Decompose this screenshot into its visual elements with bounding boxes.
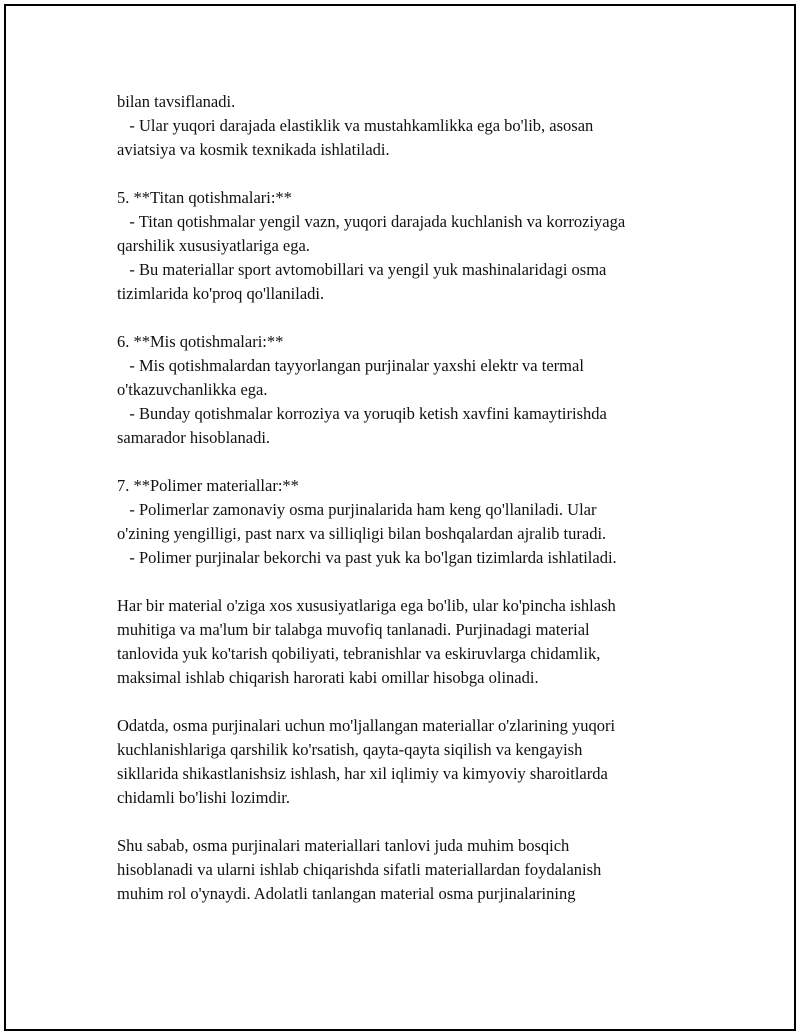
text-line: Odatda, osma purjinalari uchun mo'ljallangan materiallar o'zlarining yuqori xyxy=(117,716,616,735)
text-line: muhim rol o'ynaydi. Adolatli tanlangan material osma purjinalarining xyxy=(117,884,576,903)
paragraph-titan xyxy=(117,186,717,306)
paragraph-polimer xyxy=(117,474,717,570)
text-line: aviatsiya va kosmik texnikada ishlatiladi. xyxy=(117,140,390,159)
text-line: - Bunday qotishmalar korroziya va yoruqib ketish xavfini kamaytirishda xyxy=(117,404,607,423)
text-line: hisoblanadi va ularni ishlab chiqarishda sifatli materiallardan foydalanish xyxy=(117,860,602,879)
paragraph-mis xyxy=(117,330,717,450)
section-heading: 7. **Polimer materiallar:** xyxy=(117,476,299,495)
text-line: tanlovida yuk ko'tarish qobiliyati, tebranishlar va eskiruvlarga chidamlik, xyxy=(117,644,601,663)
text-line: tizimlarida ko'proq qo'llaniladi. xyxy=(117,284,325,303)
text-line: bilan tavsiflanadi. xyxy=(117,92,236,111)
paragraph-gap xyxy=(117,810,717,834)
text-line: kuchlanishlariga qarshilik ko'rsatish, qayta-qayta siqilish va kengayish xyxy=(117,740,583,759)
paragraph-odatda xyxy=(117,714,717,810)
text-line: muhitiga va ma'lum bir talabga muvofiq tanlanadi. Purjinadagi material xyxy=(117,620,590,639)
text-line: qarshilik xususiyatlariga ega. xyxy=(117,236,310,255)
text-line: - Mis qotishmalardan tayyorlangan purjinalar yaxshi elektr va termal xyxy=(117,356,584,375)
document-body xyxy=(117,90,717,906)
paragraph-gap xyxy=(117,162,717,186)
text-line: - Titan qotishmalar yengil vazn, yuqori darajada kuchlanish va korroziyaga xyxy=(117,212,626,231)
text-line: chidamli bo'lishi lozimdir. xyxy=(117,788,291,807)
paragraph-gap xyxy=(117,450,717,474)
paragraph-shu-sabab xyxy=(117,834,717,906)
section-heading: 6. **Mis qotishmalari:** xyxy=(117,332,284,351)
text-line: maksimal ishlab chiqarish harorati kabi omillar hisobga olinadi. xyxy=(117,668,539,687)
text-line: o'tkazuvchanlikka ega. xyxy=(117,380,268,399)
text-line: - Ular yuqori darajada elastiklik va mustahkamlikka ega bo'lib, asosan xyxy=(117,116,594,135)
text-line: Har bir material o'ziga xos xususiyatlariga ega bo'lib, ular ko'pincha ishlash xyxy=(117,596,616,615)
text-line: - Bu materiallar sport avtomobillari va yengil yuk mashinalaridagi osma xyxy=(117,260,607,279)
paragraph-intro-continuation xyxy=(117,90,717,162)
text-line: - Polimerlar zamonaviy osma purjinalarida ham keng qo'llaniladi. Ular xyxy=(117,500,597,519)
text-line: samarador hisoblanadi. xyxy=(117,428,271,447)
paragraph-gap xyxy=(117,570,717,594)
paragraph-gap xyxy=(117,690,717,714)
paragraph-gap xyxy=(117,306,717,330)
section-heading: 5. **Titan qotishmalari:** xyxy=(117,188,292,207)
text-line: - Polimer purjinalar bekorchi va past yuk ka bo'lgan tizimlarda ishlatiladi. xyxy=(117,548,617,567)
text-line: o'zining yengilligi, past narx va silliqligi bilan boshqalardan ajralib turadi. xyxy=(117,524,607,543)
paragraph-har-bir xyxy=(117,594,717,690)
text-line: Shu sabab, osma purjinalari materiallari tanlovi juda muhim bosqich xyxy=(117,836,570,855)
text-line: sikllarida shikastlanishsiz ishlash, har xil iqlimiy va kimyoviy sharoitlarda xyxy=(117,764,608,783)
